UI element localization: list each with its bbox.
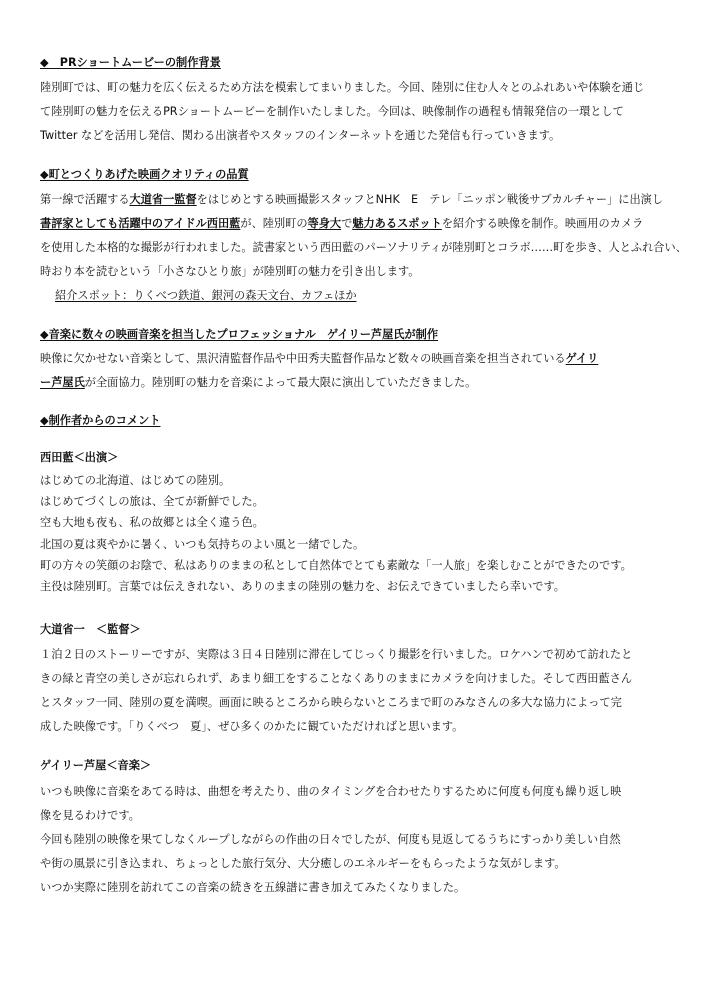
paragraph-line: を使用した本格的な撮影が行われました。読書家という西田藍のパーソナリティが陸別町とコラボ……町を歩き、人とふれ合い、 xyxy=(40,241,687,254)
section-heading-background: ◆ PRショートムービーの制作背景 xyxy=(40,56,221,69)
composer-name-emphasis: ー芦屋氏 xyxy=(40,376,85,389)
text-run: で xyxy=(341,217,353,230)
paragraph-line xyxy=(40,352,598,365)
featured-spots: 紹介スポット：りくべつ鉄道、銀河の森天文台、カフェほか xyxy=(55,289,357,302)
commenter-name-omichi: 大道省一 ＜監督＞ xyxy=(40,623,141,636)
commenter-name-ashiya: ゲイリー芦屋＜音楽＞ xyxy=(40,759,152,772)
comment-line: 空も大地も夜も、私の故郷とは全く違う色。 xyxy=(40,516,264,529)
comment-line: 北国の夏は爽やかに暑く、いつも気持ちのよい風と一緒でした。 xyxy=(40,538,365,551)
comment-line: 主役は陸別町。言葉では伝えきれない、ありのままの陸別の魅力を、お伝えできていましたら幸いです。 xyxy=(40,580,565,593)
comment-line: 町の方々の笑顔のお陰で、私はありのままの私として自然体でとても素敵な「一人旅」を楽しむことができたのです。 xyxy=(40,559,632,572)
composer-name-emphasis: ゲイリ xyxy=(565,352,599,365)
comment-line: いつも映像に音楽をあてる時は、曲想を考えたり、曲のタイミングを合わせたりするために何度も何度も繰り返し映 xyxy=(40,785,622,798)
comment-line: とスタッフ一同、陸別の夏を満喫。画面に映るところから映らないところまで町のみなさんの多大な協力によって完 xyxy=(40,696,622,709)
comment-line: や街の風景に引き込まれ、ちょっとした旅行気分、大分癒しのエネルギーをもらったような気がします。 xyxy=(40,857,566,870)
comment-line: 像を見るわけです。 xyxy=(40,809,140,822)
section-heading-comments: ◆制作者からのコメント xyxy=(40,414,161,427)
director-name-emphasis: 大道省一監督 xyxy=(129,193,197,206)
text-run: 映像に欠かせない音楽として、黒沢清監督作品や中田秀夫監督作品など数々の映画音楽を担当されている xyxy=(40,352,566,365)
idol-name-emphasis: 書評家としても活躍中のアイドル西田藍 xyxy=(40,217,241,230)
text-run: が、陸別町の xyxy=(240,217,308,230)
emphasis-text: 魅力あるスポット xyxy=(352,217,442,230)
comment-line: きの緑と青空の美しさが忘れられず、あまり細工をすることなくありのままにカメラを向けました。そして西田藍さん xyxy=(40,672,633,685)
paragraph-line: 時おり本を読むという「小さなひとり旅」が陸別町の魅力を引き出します。 xyxy=(40,265,420,278)
text-run: をはじめとする映画撮影スタッフとNHK E テレ「ニッポン戦後サブカルチャー」に出演し xyxy=(196,193,664,206)
text-run: を紹介する映像を制作。映画用のカメラ xyxy=(441,217,644,230)
text-run: 第一線で活躍する xyxy=(40,193,130,206)
comment-line: いつか実際に陸別を訪れてこの音楽の続きを五線譜に書き加えてみたくなりました。 xyxy=(40,881,466,894)
comment-line: 成した映像です。「りくべつ 夏」、ぜひ多くのかたに観ていただければと思います。 xyxy=(40,720,464,733)
comment-line: はじめてづくしの旅は、全てが新鮮でした。 xyxy=(40,495,264,508)
commenter-name-nishida: 西田藍＜出演＞ xyxy=(40,451,119,464)
paragraph-line xyxy=(40,193,663,206)
comment-line: はじめての北海道、はじめての陸別。 xyxy=(40,474,231,487)
paragraph-line: 陸別町では、町の魅力を広く伝えるため方法を模索してまいりました。今回、陸別に住む人々とのふれあいや体験を通じ xyxy=(40,81,645,94)
emphasis-text: 等身大 xyxy=(307,217,342,230)
paragraph-line xyxy=(40,376,476,389)
comment-line: １泊２日のストーリーですが、実際は３日４日陸別に滞在してじっくり撮影を行いました。ロケハンで初めて訪れたと xyxy=(40,648,633,661)
section-heading-quality: ◆町とつくりあげた映画クオリティの品質 xyxy=(40,168,249,181)
section-heading-music: ◆音楽に数々の映画音楽を担当したプロフェッショナル ゲイリー芦屋氏が制作 xyxy=(40,328,439,341)
text-run: が全面協力。陸別町の魅力を音楽によって最大限に演出していただきました。 xyxy=(84,376,477,389)
paragraph-line: Twitter などを活用し発信、関わる出演者やスタッフのインターネットを通じた発信も行っていきます。 xyxy=(40,129,561,142)
paragraph-line: て陸別町の魅力を伝えるPRショートムービーを制作いたしました。今回は、映像制作の過程も情報発信の一環として xyxy=(40,105,624,118)
comment-line: 今回も陸別の映像を果てしなくループしながらの作曲の日々でしたが、何度も見返してるうちにすっかり美しい自然 xyxy=(40,833,621,846)
paragraph-line xyxy=(40,217,643,230)
